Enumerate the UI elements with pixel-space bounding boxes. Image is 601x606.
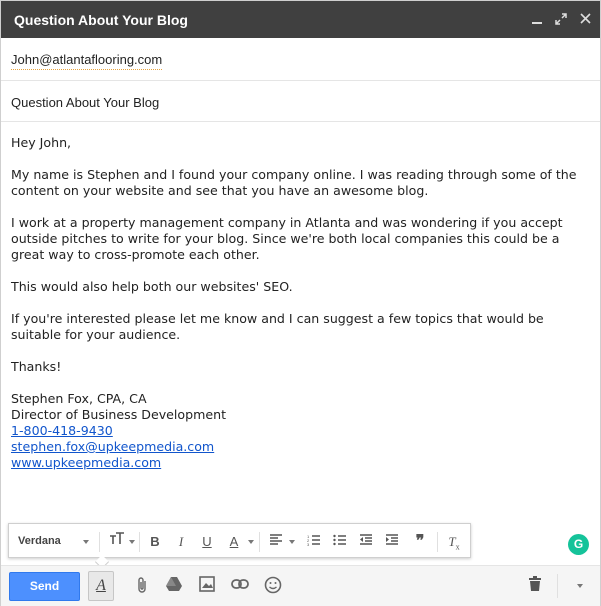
drive-icon[interactable]	[164, 576, 184, 596]
subject-field[interactable]	[1, 81, 600, 122]
toolbar-divider	[259, 532, 260, 552]
bulleted-list-icon[interactable]	[331, 532, 349, 552]
align-icon[interactable]	[267, 532, 285, 552]
body-paragraph: This would also help both our websites' SEO.	[11, 279, 293, 294]
chevron-down-icon[interactable]	[129, 540, 135, 544]
more-options-icon[interactable]	[570, 576, 590, 596]
underline-icon[interactable]: U	[202, 534, 212, 549]
body-paragraph: My name is Stephen and I found your company online. I was reading through some of the content on your website and see that you have an awesome blog.	[11, 167, 577, 198]
signature-website-link[interactable]: www.upkeepmedia.com	[11, 455, 162, 470]
quote-icon[interactable]: ❞	[415, 533, 425, 550]
italic-icon[interactable]: I	[178, 534, 184, 549]
bottom-divider	[557, 574, 558, 598]
text-size-icon[interactable]	[107, 532, 129, 552]
compose-title-bar[interactable]	[1, 1, 600, 38]
chevron-down-icon[interactable]	[289, 540, 295, 544]
formatting-options-icon[interactable]: A	[88, 571, 114, 601]
minimize-icon[interactable]	[528, 10, 546, 28]
spellcheck-underline	[11, 69, 162, 70]
subject-input[interactable]: Question About Your Blog	[11, 95, 160, 110]
svg-text:3: 3	[307, 542, 310, 546]
send-button[interactable]: Send	[9, 572, 80, 601]
emoji-icon[interactable]	[263, 576, 283, 596]
trash-icon[interactable]	[525, 576, 545, 596]
to-field[interactable]	[1, 38, 600, 81]
chevron-down-icon[interactable]	[248, 540, 254, 544]
svg-text:2: 2	[307, 538, 310, 543]
numbered-list-icon[interactable]	[305, 532, 323, 552]
to-recipient[interactable]: John@atlantaflooring.com	[11, 52, 163, 67]
message-body[interactable]	[11, 135, 591, 471]
signature-phone-link[interactable]: 1-800-418-9430	[11, 423, 113, 438]
body-greeting: Hey John,	[11, 135, 72, 150]
toolbar-divider	[139, 532, 140, 552]
body-paragraph: Thanks!	[11, 359, 62, 374]
remove-formatting-icon[interactable]: $T_x$	[448, 534, 460, 552]
close-icon[interactable]	[576, 10, 594, 28]
expand-icon[interactable]	[552, 10, 570, 28]
formatting-toolbar	[8, 523, 471, 558]
signature-email-link[interactable]: stephen.fox@upkeepmedia.com	[11, 439, 215, 454]
signature	[11, 391, 591, 471]
signature-role: Director of Business Development	[11, 407, 227, 422]
text-color-icon[interactable]: A	[229, 534, 239, 549]
bold-icon[interactable]: B	[150, 534, 160, 549]
link-icon[interactable]	[230, 576, 250, 596]
body-paragraph: If you're interested please let me know and I can suggest a few topics that would be suitable for your audience.	[11, 311, 544, 342]
indent-less-icon[interactable]	[357, 532, 375, 552]
toolbar-divider	[437, 532, 438, 552]
signature-name: Stephen Fox, CPA, CA	[11, 391, 147, 406]
compose-bottom-bar	[1, 565, 600, 606]
chevron-down-icon[interactable]	[83, 540, 89, 544]
body-paragraph: I work at a property management company in Atlanta and was wondering if you accept outside pitches to write for your blog. Since we're both local companies this could be a great way to cross-promote each other.	[11, 215, 563, 262]
svg-text:1: 1	[307, 534, 310, 539]
grammarly-icon[interactable]: G	[568, 534, 589, 555]
photo-icon[interactable]	[197, 576, 217, 596]
attach-icon[interactable]	[132, 576, 152, 596]
compose-title: Question About Your Blog	[14, 12, 188, 28]
indent-more-icon[interactable]	[383, 532, 401, 552]
toolbar-divider	[99, 532, 100, 552]
font-select[interactable]: Verdana	[18, 535, 61, 547]
